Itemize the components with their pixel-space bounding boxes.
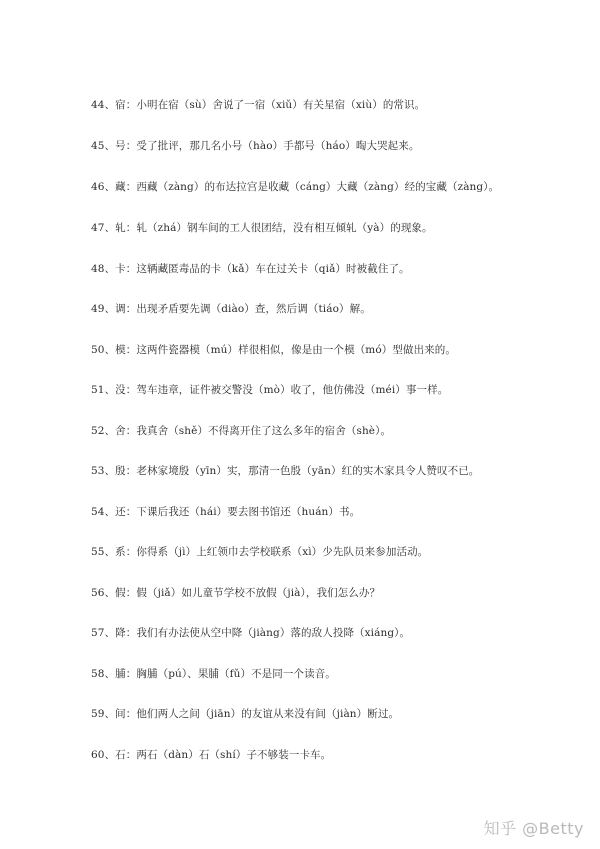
entry-47: 47、轧：轧（zhá）钢车间的工人很团结，没有相互倾轧（yà）的现象。 xyxy=(91,222,433,234)
entry-number: 57 xyxy=(91,627,105,639)
entry-character: 调 xyxy=(115,303,126,315)
entry-sentence: 西藏（zàng）的布达拉宫是收藏（cáng）大藏（zàng）经的宝藏（zàng）。 xyxy=(136,181,500,193)
entry-number: 48 xyxy=(91,263,105,275)
entry-57: 57、降：我们有办法使从空中降（jiàng）落的敌人投降（xiáng）。 xyxy=(91,627,411,639)
entry-number: 56 xyxy=(91,587,105,599)
entry-character: 号 xyxy=(115,140,126,152)
entry-60: 60、石：两石（dàn）石（shí）子不够装一卡车。 xyxy=(91,749,332,761)
entry-character: 宿 xyxy=(115,99,126,111)
entry-44: 44、宿：小明在宿（sù）舍说了一宿（xiǔ）有关星宿（xiù）的常识。 xyxy=(91,99,426,111)
entry-character: 轧 xyxy=(115,222,126,234)
entry-number: 54 xyxy=(91,506,105,518)
entry-48: 48、卡：这辆藏匿毒品的卡（kǎ）车在过关卡（qiǎ）时被截住了。 xyxy=(91,263,410,275)
entry-number: 55 xyxy=(91,546,105,558)
entry-character: 假 xyxy=(115,587,126,599)
entry-52: 52、舍：我真舍（shě）不得离开住了这么多年的宿舍（shè）。 xyxy=(91,425,392,437)
entry-character: 间 xyxy=(115,708,126,720)
entry-55: 55、系：你得系（jì）上红领巾去学校联系（xì）少先队员来参加活动。 xyxy=(91,546,429,558)
entry-sentence: 我们有办法使从空中降（jiàng）落的敌人投降（xiáng）。 xyxy=(136,627,411,639)
entry-number: 52 xyxy=(91,425,105,437)
entry-54: 54、还：下课后我还（hái）要去图书馆还（huán）书。 xyxy=(91,506,361,518)
entry-character: 殷 xyxy=(115,465,126,477)
entry-sentence: 小明在宿（sù）舍说了一宿（xiǔ）有关星宿（xiù）的常识。 xyxy=(136,99,426,111)
entry-character: 模 xyxy=(115,344,126,356)
entry-53: 53、殷：老林家境殷（yīn）实，那清一色殷（yān）红的实木家具令人赞叹不已。 xyxy=(91,465,480,477)
entry-number: 44 xyxy=(91,99,105,111)
entry-number: 58 xyxy=(91,668,105,680)
entry-number: 49 xyxy=(91,303,105,315)
entry-number: 47 xyxy=(91,222,105,234)
entry-51: 51、没：驾车违章，证件被交警没（mò）收了，他仿佛没（méi）事一样。 xyxy=(91,384,449,396)
entry-58: 58、脯：胸脯（pú）、果脯（fǔ）不是同一个读音。 xyxy=(91,668,336,680)
entry-sentence: 这辆藏匿毒品的卡（kǎ）车在过关卡（qiǎ）时被截住了。 xyxy=(136,263,410,275)
entry-character: 藏 xyxy=(115,181,126,193)
entry-number: 45 xyxy=(91,140,105,152)
entry-sentence: 出现矛盾要先调（diào）查，然后调（tiáo）解。 xyxy=(136,303,371,315)
entry-sentence: 胸脯（pú）、果脯（fǔ）不是同一个读音。 xyxy=(136,668,336,680)
entry-number: 53 xyxy=(91,465,105,477)
entry-sentence: 两石（dàn）石（shí）子不够装一卡车。 xyxy=(136,749,332,761)
entry-50: 50、模：这两件瓷器模（mú）样很相似，像是由一个模（mó）型做出来的。 xyxy=(91,344,456,356)
entry-sentence: 老林家境殷（yīn）实，那清一色殷（yān）红的实木家具令人赞叹不已。 xyxy=(136,465,480,477)
entry-number: 60 xyxy=(91,749,105,761)
entry-character: 还 xyxy=(115,506,126,518)
entry-sentence: 下课后我还（hái）要去图书馆还（huán）书。 xyxy=(136,506,361,518)
entry-character: 卡 xyxy=(115,263,126,275)
entry-49: 49、调：出现矛盾要先调（diào）查，然后调（tiáo）解。 xyxy=(91,303,371,315)
entry-character: 舍 xyxy=(115,425,126,437)
entry-56: 56、假：假（jiǎ）如儿童节学校不放假（jià），我们怎么办？ xyxy=(91,587,381,599)
entry-59: 59、间：他们两人之间（jiān）的友谊从来没有间（jiàn）断过。 xyxy=(91,708,400,720)
entry-number: 50 xyxy=(91,344,105,356)
entry-sentence: 我真舍（shě）不得离开住了这么多年的宿舍（shè）。 xyxy=(136,425,392,437)
entry-character: 系 xyxy=(115,546,126,558)
entry-number: 51 xyxy=(91,384,105,396)
entry-number: 46 xyxy=(91,181,105,193)
entry-45: 45、号：受了批评，那几名小号（hào）手都号（háo）啕大哭起来。 xyxy=(91,140,420,152)
entry-sentence: 驾车违章，证件被交警没（mò）收了，他仿佛没（méi）事一样。 xyxy=(136,384,449,396)
entry-sentence: 假（jiǎ）如儿童节学校不放假（jià），我们怎么办？ xyxy=(136,587,381,599)
entry-46: 46、藏：西藏（zàng）的布达拉宫是收藏（cáng）大藏（zàng）经的宝藏（zàng）。 xyxy=(91,181,500,193)
entry-character: 石 xyxy=(115,749,126,761)
entry-sentence: 你得系（jì）上红领巾去学校联系（xì）少先队员来参加活动。 xyxy=(136,546,429,558)
entry-sentence: 这两件瓷器模（mú）样很相似，像是由一个模（mó）型做出来的。 xyxy=(136,344,456,356)
watermark: 知乎 @Betty xyxy=(483,819,584,838)
entry-sentence: 他们两人之间（jiān）的友谊从来没有间（jiàn）断过。 xyxy=(136,708,400,720)
entry-character: 脯 xyxy=(115,668,126,680)
entry-sentence: 受了批评，那几名小号（hào）手都号（háo）啕大哭起来。 xyxy=(136,140,420,152)
entry-character: 降 xyxy=(115,627,126,639)
entry-sentence: 轧（zhá）钢车间的工人很团结，没有相互倾轧（yà）的现象。 xyxy=(136,222,433,234)
entry-character: 没 xyxy=(115,384,126,396)
entry-number: 59 xyxy=(91,708,105,720)
